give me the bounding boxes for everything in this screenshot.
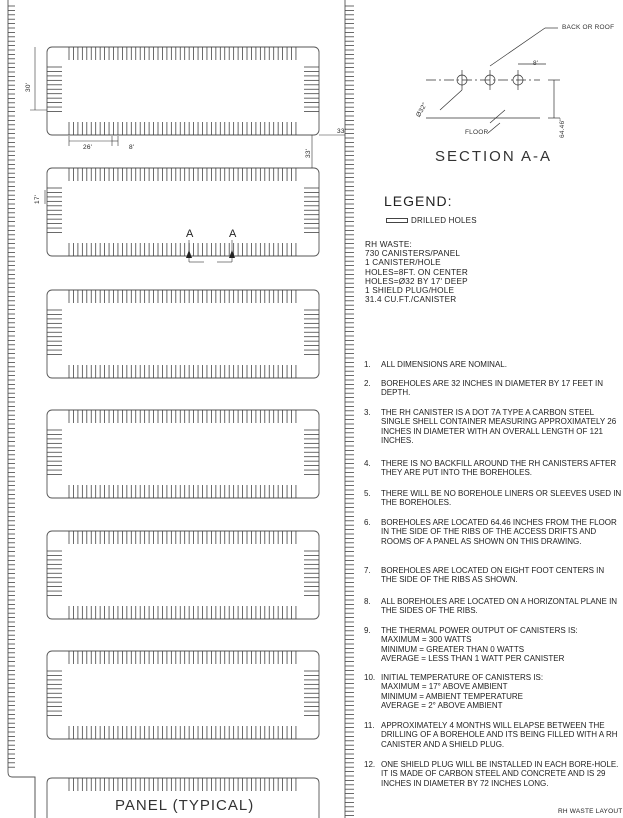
note-number: 9.: [364, 626, 371, 635]
note-subline: MAXIMUM = 17° ABOVE AMBIENT: [381, 682, 508, 692]
disposal-room: [47, 651, 319, 739]
note-number: 10.: [364, 673, 376, 682]
section-mark-right: A: [229, 228, 237, 240]
note-number: 2.: [364, 379, 371, 388]
disposal-room: [47, 47, 319, 135]
disposal-room: [47, 531, 319, 619]
disposal-room: [47, 410, 319, 498]
dimension-30: 30': [25, 82, 32, 92]
section-a-a-detail: [426, 28, 560, 133]
note-text: THE THERMAL POWER OUTPUT OF CANISTERS IS:: [381, 626, 578, 635]
rh-waste-block: [365, 240, 468, 304]
rh-waste-line: HOLES=8FT. ON CENTER: [365, 267, 468, 277]
note-6: [364, 518, 622, 546]
footer-drawing-title: RH WASTE LAYOUT: [558, 808, 623, 815]
leader-line: [488, 123, 500, 133]
dimension-33-right: 33': [337, 128, 347, 135]
drilled-hole-legend-symbol: [386, 218, 408, 223]
rh-waste-line: HOLES=Ø32 BY 17' DEEP: [365, 276, 468, 286]
note-subline: MINIMUM = AMBIENT TEMPERATURE: [381, 691, 524, 701]
note-4: [364, 459, 622, 478]
dimension-17: 17': [34, 194, 41, 204]
note-text: THERE WILL BE NO BOREHOLE LINERS OR SLEEVES USED IN THE BOREHOLES.: [381, 489, 622, 508]
leader-line: [440, 90, 462, 110]
note-text: ALL DIMENSIONS ARE NOMINAL.: [381, 360, 507, 369]
note-number: 1.: [364, 360, 371, 369]
disposal-room: [47, 290, 319, 378]
dimension-33-down: 33': [305, 148, 312, 158]
note-number: 4.: [364, 459, 371, 468]
rh-waste-line: 1 CANISTER/HOLE: [365, 258, 441, 268]
floor-label: FLOOR: [465, 129, 489, 136]
note-3: [364, 408, 622, 446]
note-text: ALL BOREHOLES ARE LOCATED ON A HORIZONTAL PLANE IN THE SIDES OF THE RIBS.: [381, 597, 618, 616]
note-text: THE RH CANISTER IS A DOT 7A TYPE A CARBON STEEL SINGLE SHELL CONTAINER MEASURING APPROXIMATELY 26 INCHES IN DIAMETER WITH AN OVERALL LENGTH OF 121 INCHES.: [381, 408, 617, 446]
note-number: 7.: [364, 566, 371, 575]
note-2: [364, 379, 622, 398]
note-number: 3.: [364, 408, 371, 417]
note-number: 8.: [364, 597, 371, 606]
note-number: 6.: [364, 518, 371, 527]
note-10: [364, 673, 622, 711]
note-subline: MAXIMUM = 300 WATTS: [381, 635, 472, 645]
note-subline: AVERAGE = LESS THAN 1 WATT PER CANISTER: [381, 654, 565, 664]
note-number: 12.: [364, 760, 376, 769]
note-number: 11.: [364, 721, 375, 730]
legend-item-drilled-holes: DRILLED HOLES: [411, 216, 477, 225]
note-8: [364, 597, 622, 616]
note-9: [364, 626, 622, 664]
note-text: BOREHOLES ARE LOCATED ON EIGHT FOOT CENTERS IN THE SIDE OF THE RIBS AS SHOWN.: [381, 566, 605, 585]
section-arrow: [229, 250, 235, 258]
section-height-dimension: 64.46": [559, 118, 566, 138]
section-title: SECTION A-A: [435, 148, 553, 165]
disposal-room: [47, 168, 319, 256]
leader-line: [490, 110, 505, 123]
section-mark-left: A: [186, 228, 194, 240]
disposal-rooms: [47, 47, 319, 818]
rh-waste-line: 730 CANISTERS/PANEL: [365, 249, 461, 259]
note-subline: AVERAGE = 2° ABOVE AMBIENT: [381, 701, 503, 711]
back-or-roof-label: BACK OR ROOF: [562, 24, 615, 31]
note-subline: MINIMUM = GREATER THAN 0 WATTS: [381, 644, 525, 654]
section-diameter-dimension: Ø32": [415, 101, 429, 119]
panel-label: PANEL (TYPICAL): [115, 797, 255, 814]
legend-title: LEGEND:: [384, 193, 453, 209]
note-text: ONE SHIELD PLUG WILL BE INSTALLED IN EACH BORE-HOLE. IT IS MADE OF CARBON STEEL AND CONCRETE AND IS 29 INCHES IN DIAMETER BY 72 INCHES LONG.: [381, 760, 619, 788]
note-5: [364, 489, 622, 508]
section-arrow: [186, 250, 192, 258]
section-spacing-dimension: 8': [533, 60, 539, 67]
note-7: [364, 566, 622, 585]
note-text: THERE IS NO BACKFILL AROUND THE RH CANISTERS AFTER THEY ARE PUT INTO THE BOREHOLES.: [381, 459, 617, 478]
dimension-8: 8': [129, 144, 135, 151]
note-1: [364, 360, 622, 369]
rh-waste-line: 1 SHIELD PLUG/HOLE: [365, 286, 455, 296]
note-12: [364, 760, 622, 788]
rh-waste-line: RH WASTE:: [365, 240, 412, 249]
panel-outline: [8, 0, 345, 818]
note-text: BOREHOLES ARE 32 INCHES IN DIAMETER BY 17 FEET IN DEPTH.: [381, 379, 603, 398]
note-text: APPROXIMATELY 4 MONTHS WILL ELAPSE BETWEEN THE DRILLING OF A BOREHOLE AND ITS BEING FILLED WITH A RH CANISTER AND A SHIELD PLUG.: [381, 721, 618, 749]
rh-waste-line: 31.4 CU.FT./CANISTER: [365, 295, 457, 305]
note-number: 5.: [364, 489, 371, 498]
left-drift-wall: [8, 0, 35, 818]
note-text: BOREHOLES ARE LOCATED 64.46 INCHES FROM THE FLOOR IN THE SIDE OF THE RIBS OF THE ACCESS DRIFTS AND ROOMS OF A PANEL AS SHOWN ON THIS DRAWING.: [381, 518, 617, 546]
note-text: INITIAL TEMPERATURE OF CANISTERS IS:: [381, 673, 544, 682]
borehole-marks: [8, 6, 354, 816]
note-11: [364, 721, 622, 749]
dimension-26: 26': [83, 144, 93, 151]
